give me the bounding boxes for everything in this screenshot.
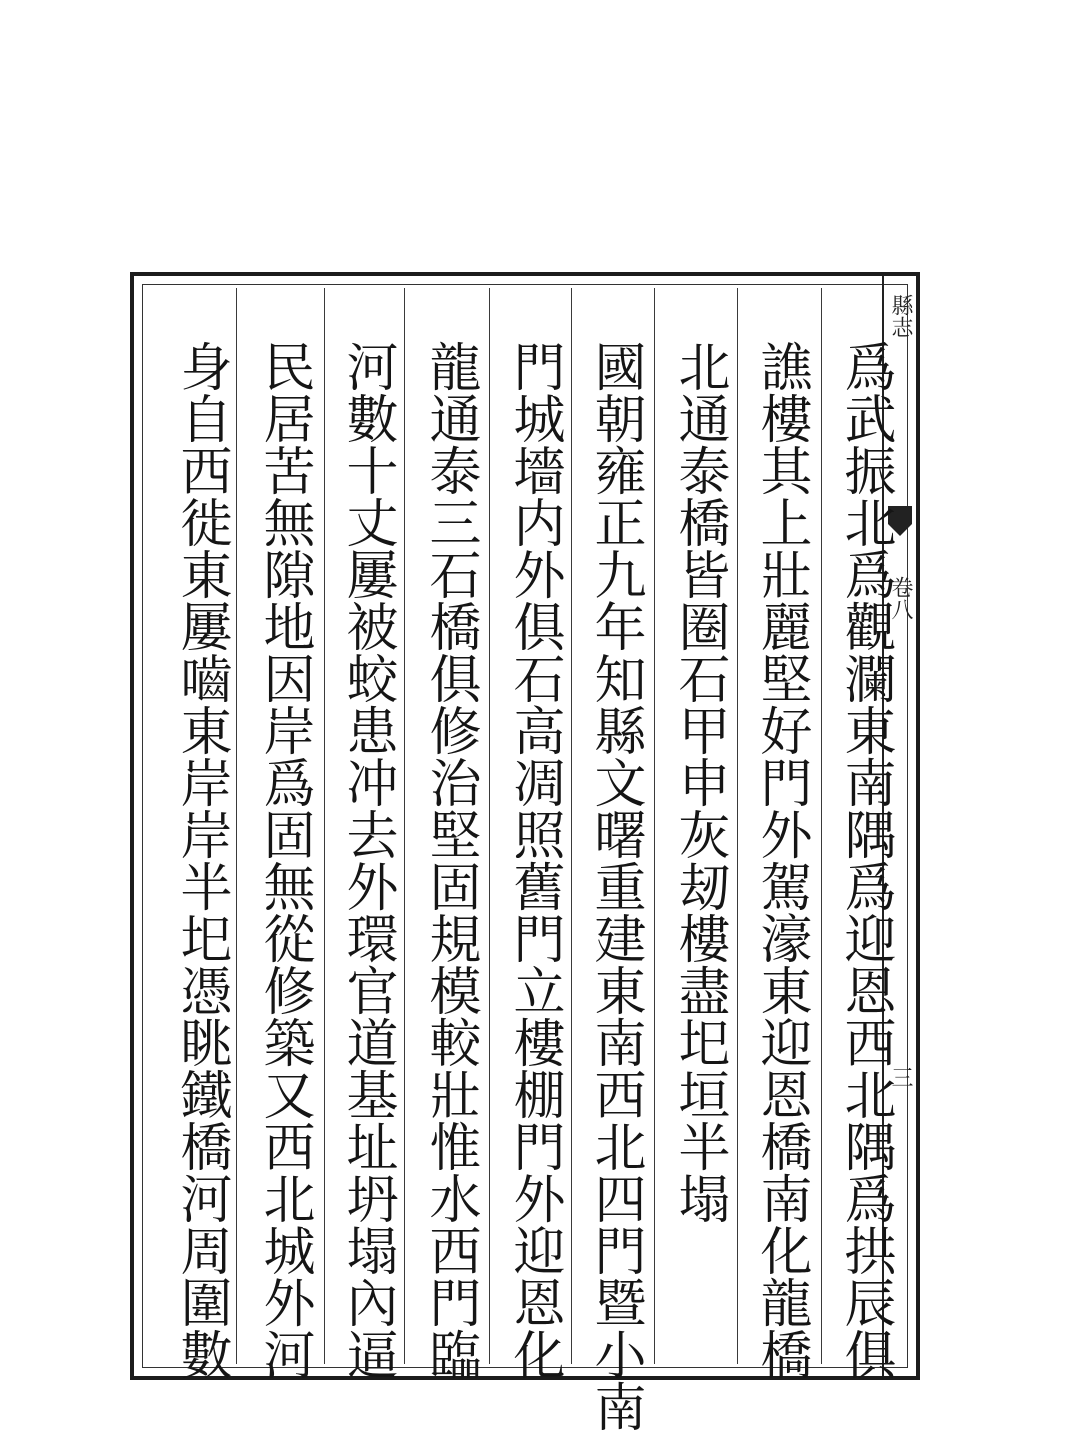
- column-rule: [821, 288, 822, 1364]
- margin-page-number: 三: [888, 1066, 913, 1088]
- column-rule: [737, 288, 738, 1364]
- column-rule: [571, 288, 572, 1364]
- text-column-2: 譙樓其上壯麗堅好門外駕濠東迎恩橋南化龍橋: [751, 340, 811, 1380]
- text-column-1: 爲武振北爲觀瀾東南隅爲迎恩西北隅爲拱辰俱: [835, 340, 895, 1380]
- column-rule: [236, 288, 237, 1364]
- text-column-7: 河數十丈屢被蛟患冲去外環官道基址坍塌內逼: [337, 340, 397, 1380]
- text-column-5: 門城墻内外俱石高凋照舊門立樓棚門外迎恩化: [504, 340, 564, 1380]
- text-column-8: 民居苦無隙地因岸爲固無從修築又西北城外河: [254, 340, 314, 1380]
- column-rule: [404, 288, 405, 1364]
- column-rule: [324, 288, 325, 1364]
- column-rule: [654, 288, 655, 1364]
- text-column-3: 北通泰橋皆圈石甲申灰刼樓盡圯垣半塌: [669, 340, 729, 1224]
- text-column-4: 國朝雍正九年知縣文曙重建東南西北四門暨小南: [585, 340, 645, 1432]
- margin-juan: 卷八: [888, 576, 913, 620]
- column-rule: [489, 288, 490, 1364]
- text-column-9: 身自西徙東屢嚙東岸岸半圯憑眺鐵橋河周圍數: [171, 340, 231, 1380]
- margin-title: 縣志: [888, 294, 913, 338]
- text-column-6: 龍通泰三石橋俱修治堅固規模較壯惟水西門臨: [420, 340, 480, 1380]
